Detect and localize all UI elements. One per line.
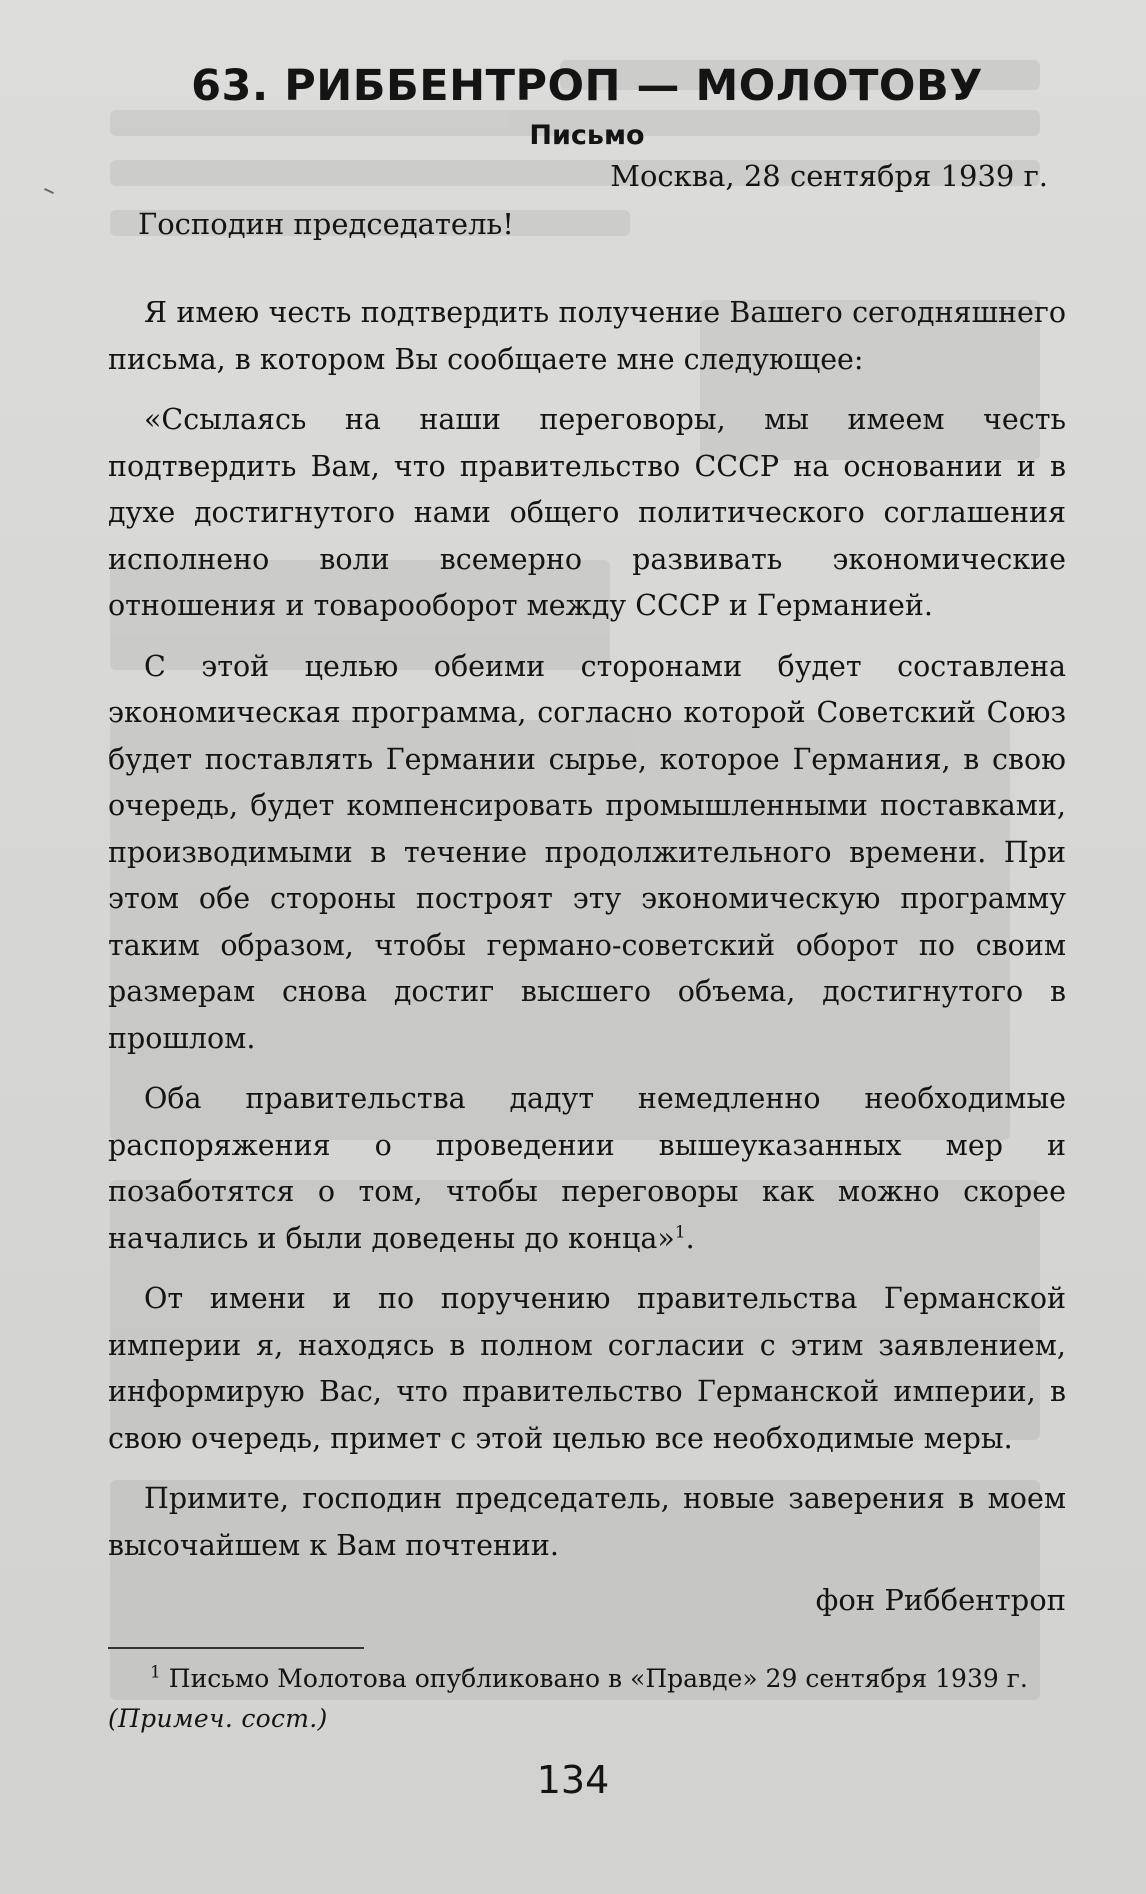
footnote-marker: 1 [150,1662,161,1683]
paragraph: Примите, господин председатель, новые заверения в моем высочайшем к Вам почтении. [108,1482,1066,1562]
paragraph: С этой целью обеими сторонами будет составлена экономическая программа, согласно которой Советский Союз будет поставлять Германии сырье, которое Германия, в свою очередь, будет компенсировать промышленными поставками, производимыми в течение продолжительного времени. При этом обе стороны построят эту экономическую программу таким образом, чтобы германо-советский оборот по своим размерам снова достиг высшего объема, достигнутого в прошлом. [108,649,1066,1055]
footnote [108,1659,1066,1739]
letter-body [108,290,1066,1569]
footnote-divider [108,1647,364,1649]
footnote-line [108,1659,1066,1699]
footnote-reference: 1 [674,1222,686,1242]
footnote-text: Письмо Молотова опубликовано в «Правде» 29 сентября 1939 г. [168,1664,1028,1693]
paragraph: От имени и по поручению правительства Германской империи я, находясь в полном согласии с этим заявлением, информирую Вас, что правительство Германской империи, в свою очередь, примет с этой целью все необходимые меры. [108,1282,1066,1455]
document-subtitle: Письмо [529,120,645,151]
document-title: 63. РИББЕНТРОП — МОЛОТОВУ [191,61,983,111]
paragraph: «Ссылаясь на наши переговоры, мы имеем честь подтвердить Вам, что правительство СССР на основании и в духе достигнутого нами общего политического соглашения исполнено воли всемерно развивать экономические отношения и товарооборот между СССР и Германией. [108,403,1066,622]
paragraph: Я имею честь подтвердить получение Вашего сегодняшнего письма, в котором Вы сообщаете мне следующее: [108,296,1066,376]
document-body [108,58,1066,1739]
salutation: Господин председатель! [138,207,514,241]
page-number: 134 [536,1758,610,1802]
signature: фон Риббентроп [815,1583,1066,1617]
footnote-source-note: (Примеч. сост.) [108,1704,328,1733]
margin-mark [44,188,54,194]
place-date: Москва, 28 сентября 1939 г. [610,159,1048,193]
paragraph-text: Оба правительства дадут немедленно необходимые распоряжения о проведении вышеуказанных мер и позаботятся о том, чтобы переговоры как можно скорее начались и были доведены до конца» [108,1082,1066,1255]
paragraph-with-footnote: Оба правительства дадут немедленно необходимые распоряжения о проведении вышеуказанных мер и позаботятся о том, чтобы переговоры как можно скорее начались и были доведены до конца»$^1$. [108,1082,1066,1255]
